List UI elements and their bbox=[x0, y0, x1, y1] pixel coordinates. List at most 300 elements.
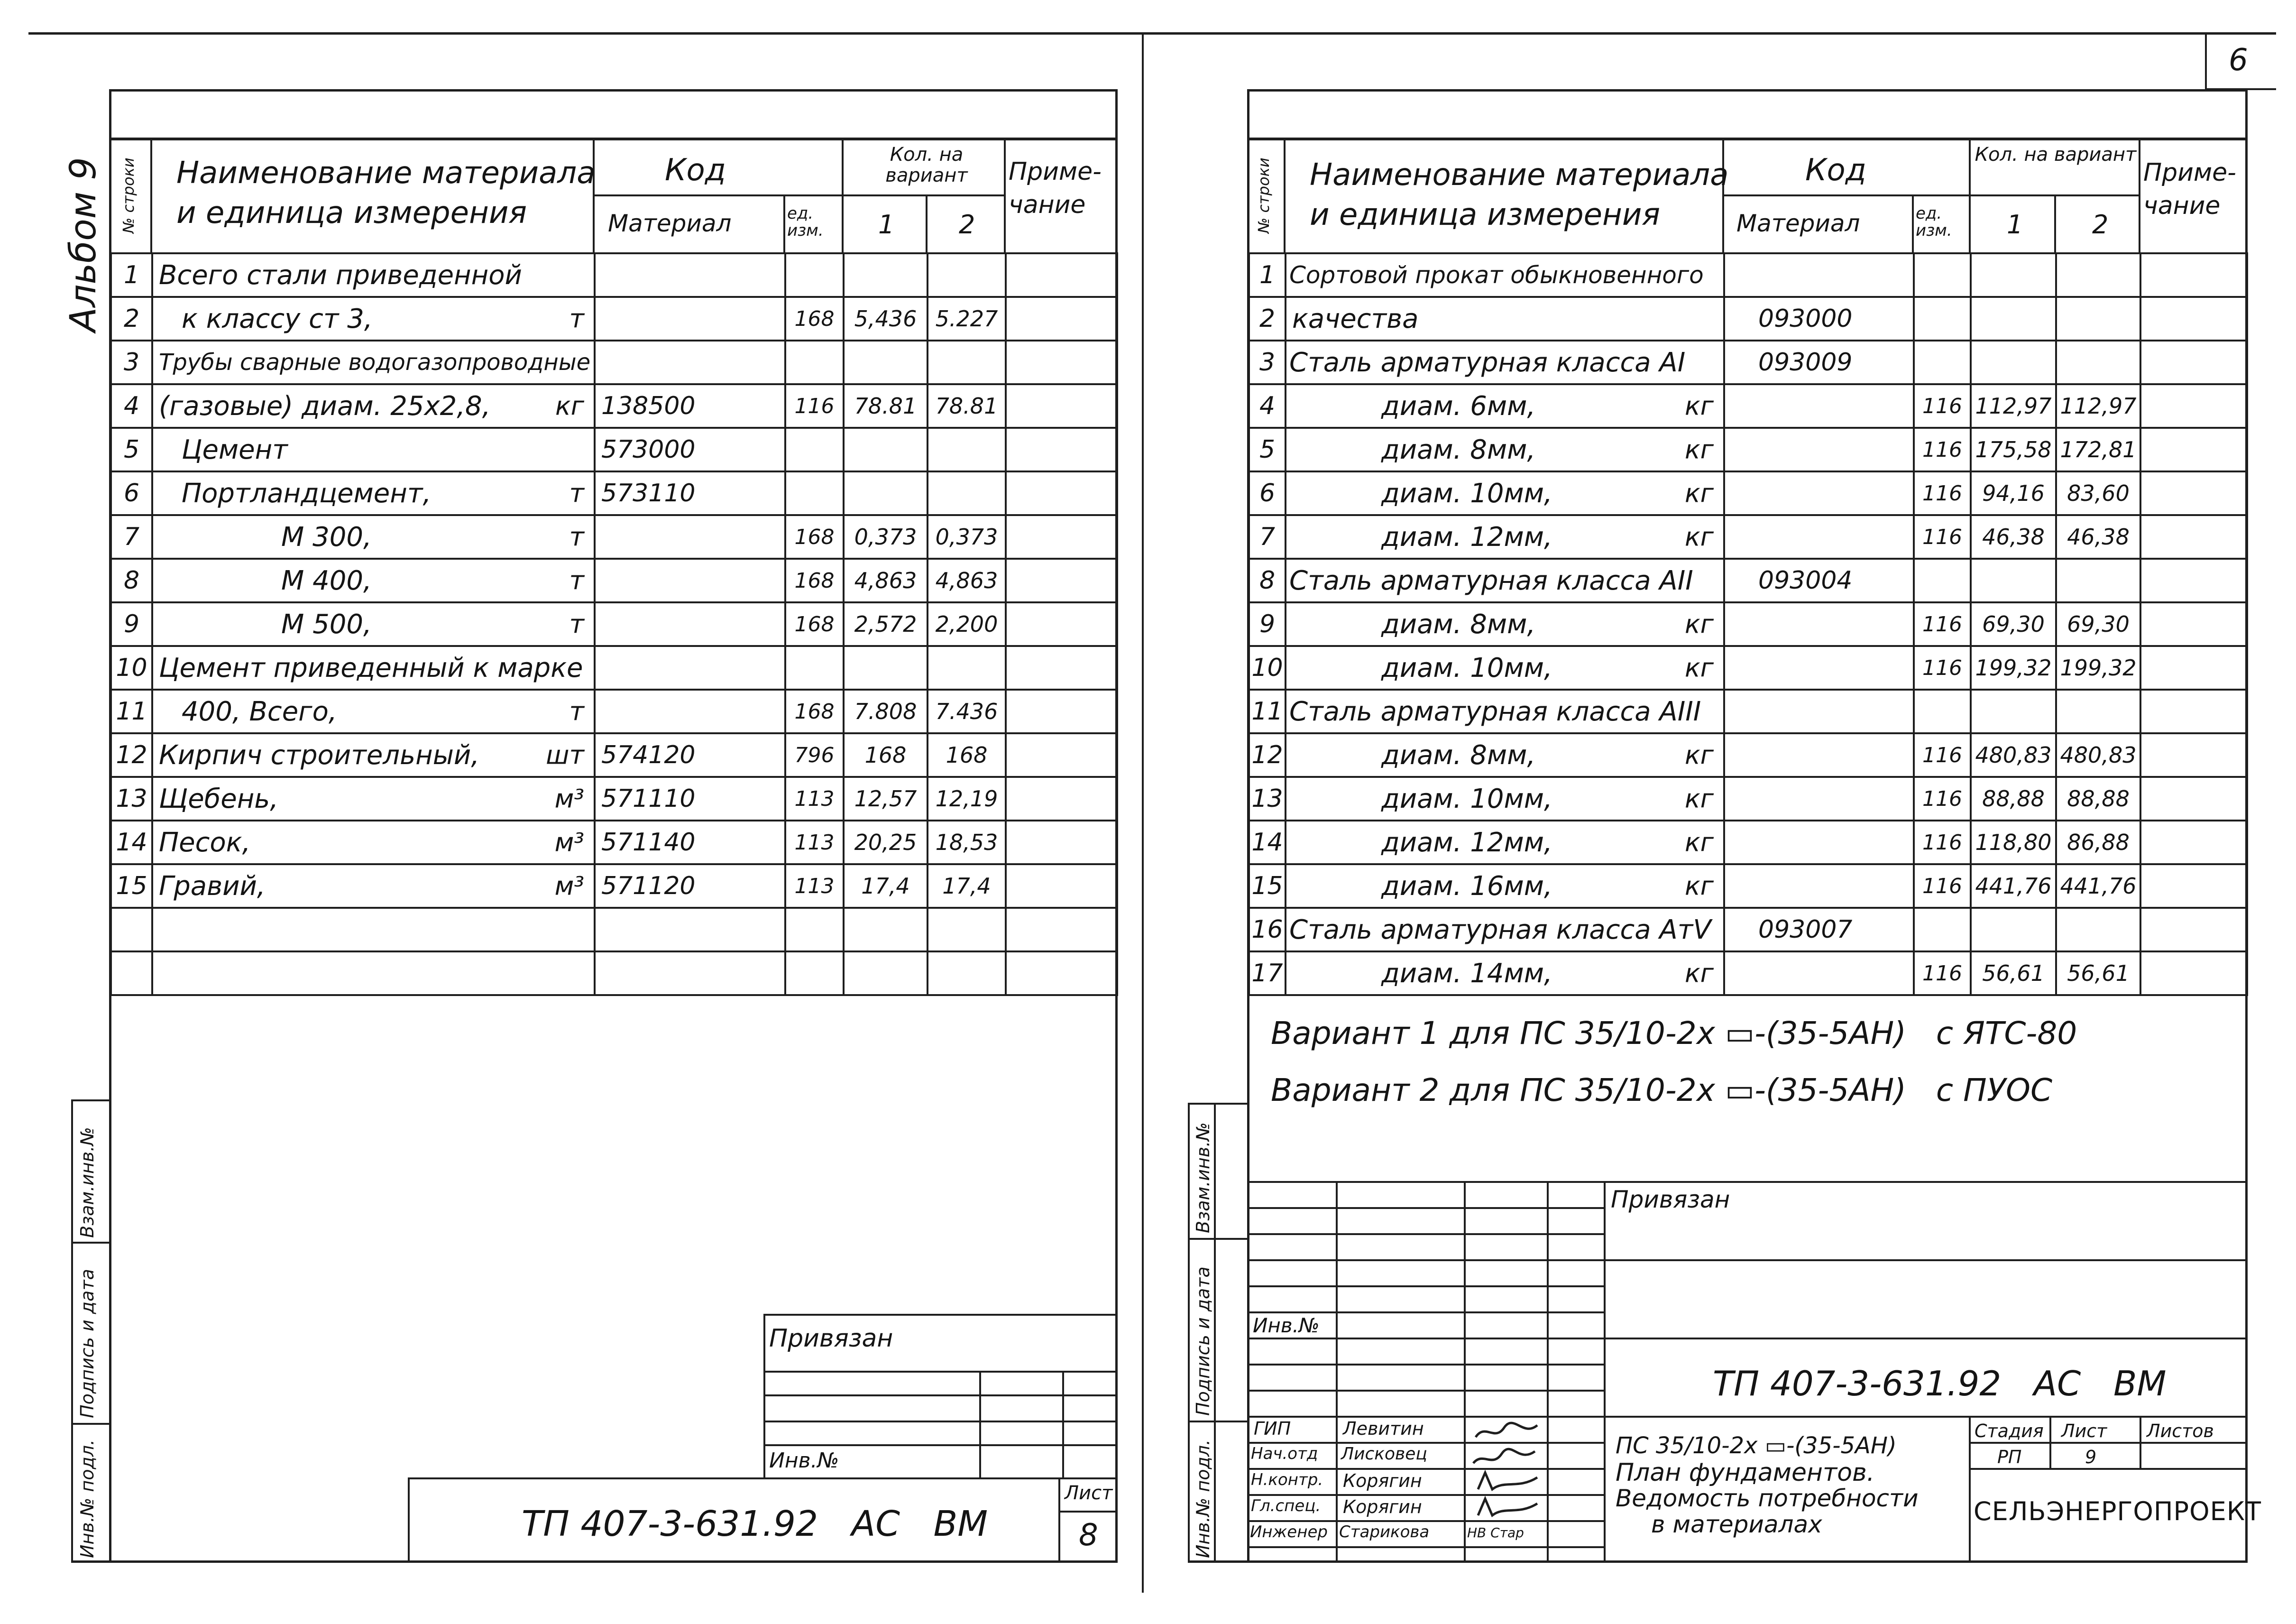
row-var2: 7.436 bbox=[928, 690, 1006, 733]
row-note bbox=[2140, 297, 2247, 341]
role-nach-otd: Нач.отд bbox=[1251, 1444, 1318, 1463]
row-name-text: Цемент bbox=[182, 434, 288, 465]
row-name-text: Сталь арматурная класса АI bbox=[1289, 347, 1686, 378]
row-ed bbox=[1914, 690, 1971, 733]
row-var2: 112,97 bbox=[2056, 384, 2140, 428]
left-header-unit: ед. изм. bbox=[787, 204, 824, 240]
row-code bbox=[595, 690, 785, 733]
table-row bbox=[1249, 908, 2247, 951]
name-starikova: Старикова bbox=[1339, 1522, 1430, 1541]
table-row bbox=[1249, 297, 2247, 341]
table-row bbox=[111, 384, 1117, 428]
table-row bbox=[1249, 690, 2247, 733]
table-row bbox=[111, 602, 1117, 646]
row-name bbox=[152, 559, 595, 602]
row-var2: 86,88 bbox=[2056, 821, 2140, 864]
row-var2: 46,38 bbox=[2056, 515, 2140, 559]
row-number: 12 bbox=[1249, 733, 1286, 777]
row-ed: 116 bbox=[1914, 515, 1971, 559]
row-var2: 18,53 bbox=[928, 821, 1006, 864]
row-var2 bbox=[2056, 341, 2140, 384]
row-number: 4 bbox=[1249, 384, 1286, 428]
top-border-line bbox=[28, 32, 2276, 35]
right-header-material: Материал bbox=[1736, 210, 1860, 237]
row-ed bbox=[785, 471, 844, 515]
signature-2 bbox=[1473, 1449, 1535, 1463]
row-number: 15 bbox=[1249, 864, 1286, 908]
row-ed bbox=[1914, 908, 1971, 951]
table-row bbox=[111, 864, 1117, 908]
row-code bbox=[1724, 777, 1914, 821]
row-code bbox=[595, 515, 785, 559]
row-note bbox=[2140, 777, 2247, 821]
left-header-var2: 2 bbox=[959, 210, 975, 240]
row-name-text: диам. 12мм, bbox=[1381, 521, 1552, 553]
right-side-stamp-frame-left bbox=[1188, 1103, 1190, 1562]
row-var1: 12,57 bbox=[844, 777, 928, 821]
row-number: 16 bbox=[1249, 908, 1286, 951]
row-note bbox=[1006, 515, 1117, 559]
row-var1 bbox=[844, 341, 928, 384]
role-n-kontr: Н.контр. bbox=[1251, 1470, 1323, 1489]
right-header-name-1: Наименование материала bbox=[1310, 157, 1729, 193]
row-var2: 78.81 bbox=[928, 384, 1006, 428]
row-name bbox=[1286, 821, 1724, 864]
left-header-note-2: чание bbox=[1009, 191, 1086, 219]
row-ed bbox=[785, 428, 844, 471]
row-ed bbox=[1914, 559, 1971, 602]
right-podpis-data-label: Подпись и дата bbox=[1193, 1266, 1213, 1416]
name-koryagin-2: Корягин bbox=[1343, 1496, 1422, 1517]
row-var1: 480,83 bbox=[1971, 733, 2056, 777]
role-inzhener: Инженер bbox=[1250, 1522, 1328, 1541]
row-name-text: диам. 8мм, bbox=[1381, 609, 1536, 640]
name-levitin: Левитин bbox=[1343, 1418, 1424, 1439]
row-note bbox=[2140, 646, 2247, 690]
row-number: 6 bbox=[1249, 471, 1286, 515]
row-unit: кг bbox=[1685, 740, 1714, 770]
row-name bbox=[1286, 864, 1724, 908]
row-var2 bbox=[2056, 908, 2140, 951]
row-code bbox=[1724, 951, 1914, 995]
row-name-text: диам. 10мм, bbox=[1381, 478, 1552, 509]
row-ed: 113 bbox=[785, 777, 844, 821]
row-note bbox=[1006, 777, 1117, 821]
row-unit: кг bbox=[1685, 871, 1714, 901]
row-var2 bbox=[2056, 297, 2140, 341]
left-inv-podl-label: Инв.№ подл. bbox=[77, 1439, 98, 1558]
row-note bbox=[1006, 733, 1117, 777]
row-name bbox=[1286, 777, 1724, 821]
row-note bbox=[1006, 559, 1117, 602]
row-var1 bbox=[1971, 908, 2056, 951]
row-code: 093007 bbox=[1724, 908, 1914, 951]
row-var2 bbox=[2056, 690, 2140, 733]
row-number: 12 bbox=[111, 733, 152, 777]
row-code bbox=[1724, 690, 1914, 733]
row-ed: 168 bbox=[785, 559, 844, 602]
row-unit: т bbox=[569, 565, 584, 596]
right-inv-no-label: Инв.№ bbox=[1253, 1314, 1320, 1337]
role-gl-spec: Гл.спец. bbox=[1251, 1496, 1321, 1515]
row-var1 bbox=[844, 253, 928, 297]
row-var2: 83,60 bbox=[2056, 471, 2140, 515]
row-note bbox=[1006, 864, 1117, 908]
left-side-stamp-frame-left bbox=[71, 1099, 73, 1562]
table-row bbox=[111, 515, 1117, 559]
row-unit: кг bbox=[1685, 434, 1714, 465]
row-var1: 4,863 bbox=[844, 559, 928, 602]
row-code bbox=[1724, 428, 1914, 471]
row-ed bbox=[785, 646, 844, 690]
row-number: 5 bbox=[1249, 428, 1286, 471]
row-var2 bbox=[928, 646, 1006, 690]
right-title-line2: План фундаментов. bbox=[1616, 1458, 1875, 1487]
row-name-text: диам. 6мм, bbox=[1381, 390, 1536, 422]
row-code: 093009 bbox=[1724, 341, 1914, 384]
left-vzam-inv-label: Взам.инв.№ bbox=[77, 1127, 98, 1238]
row-unit: кг bbox=[1685, 653, 1714, 683]
row-unit: кг bbox=[1685, 391, 1714, 421]
left-sheet-frame-top bbox=[109, 89, 1117, 92]
row-ed: 116 bbox=[1914, 821, 1971, 864]
right-header-var1: 1 bbox=[2007, 210, 2023, 240]
row-var2: 480,83 bbox=[2056, 733, 2140, 777]
row-name bbox=[1286, 908, 1724, 951]
row-name bbox=[152, 297, 595, 341]
table-row bbox=[111, 733, 1117, 777]
right-sheet-frame-top bbox=[1247, 89, 2247, 92]
left-header-name-1: Наименование материала bbox=[176, 156, 596, 191]
row-code: 138500 bbox=[595, 384, 785, 428]
table-row bbox=[1249, 777, 2247, 821]
row-ed: 116 bbox=[1914, 864, 1971, 908]
row-number: 6 bbox=[111, 471, 152, 515]
role-gip: ГИП bbox=[1254, 1418, 1291, 1439]
row-ed: 116 bbox=[1914, 602, 1971, 646]
row-ed: 113 bbox=[785, 821, 844, 864]
right-title-line1: ПС 35/10-2х ▭-(35-5АН) bbox=[1616, 1432, 1897, 1459]
row-name bbox=[152, 690, 595, 733]
row-note bbox=[2140, 559, 2247, 602]
row-ed: 116 bbox=[1914, 384, 1971, 428]
row-code bbox=[595, 297, 785, 341]
row-name bbox=[1286, 602, 1724, 646]
stage-value: РП bbox=[1997, 1447, 2022, 1467]
row-ed bbox=[785, 253, 844, 297]
left-header-num: № строки bbox=[119, 157, 138, 233]
row-var1: 199,32 bbox=[1971, 646, 2056, 690]
sheet-value: 9 bbox=[2085, 1447, 2097, 1467]
row-ed: 116 bbox=[1914, 471, 1971, 515]
row-name-text: диам. 10мм, bbox=[1381, 783, 1552, 814]
row-name-text: к классу ст 3, bbox=[182, 303, 373, 334]
row-ed: 796 bbox=[785, 733, 844, 777]
row-name-text: Цемент приведенный к марке bbox=[159, 652, 583, 683]
row-note bbox=[2140, 690, 2247, 733]
right-doc-code: ТП 407-3-631.92 АС ВМ bbox=[1713, 1364, 2167, 1403]
row-name-text: Сталь арматурная класса АIII bbox=[1289, 696, 1701, 727]
row-var1 bbox=[1971, 297, 2056, 341]
row-code: 571140 bbox=[595, 821, 785, 864]
left-header-name-2: и единица измерения bbox=[176, 195, 527, 231]
row-number: 3 bbox=[111, 341, 152, 384]
row-name bbox=[152, 384, 595, 428]
row-var2: 0,373 bbox=[928, 515, 1006, 559]
row-note bbox=[2140, 908, 2247, 951]
row-var1: 168 bbox=[844, 733, 928, 777]
row-number: 4 bbox=[111, 384, 152, 428]
table-row bbox=[1249, 646, 2247, 690]
row-note bbox=[2140, 864, 2247, 908]
row-code: 574120 bbox=[595, 733, 785, 777]
table-row bbox=[111, 777, 1117, 821]
row-unit: т bbox=[569, 609, 584, 639]
row-var2: 17,4 bbox=[928, 864, 1006, 908]
row-name-text: диам. 14мм, bbox=[1381, 958, 1552, 989]
row-name-text: (газовые) диам. 25х2,8, bbox=[159, 390, 491, 422]
signature-marks bbox=[1466, 1418, 1547, 1522]
table-row bbox=[111, 253, 1117, 297]
row-number: 2 bbox=[1249, 297, 1286, 341]
table-row bbox=[111, 297, 1117, 341]
page-corner-number: 6 bbox=[2229, 43, 2248, 78]
row-var1: 5,436 bbox=[844, 297, 928, 341]
row-var2: 5.227 bbox=[928, 297, 1006, 341]
row-note bbox=[2140, 515, 2247, 559]
left-privyazan-label: Привязан bbox=[769, 1324, 893, 1353]
sheet-label: Лист bbox=[2061, 1421, 2107, 1441]
table-row bbox=[1249, 515, 2247, 559]
row-var1 bbox=[1971, 341, 2056, 384]
row-unit: кг bbox=[1685, 784, 1714, 814]
row-note bbox=[2140, 384, 2247, 428]
row-var2 bbox=[2056, 253, 2140, 297]
row-number: 7 bbox=[1249, 515, 1286, 559]
row-name bbox=[152, 733, 595, 777]
row-name bbox=[1286, 297, 1724, 341]
table-row bbox=[1249, 733, 2247, 777]
row-note bbox=[2140, 602, 2247, 646]
right-side-stamp-mid bbox=[1214, 1103, 1216, 1562]
row-name bbox=[1286, 515, 1724, 559]
corner-box-left bbox=[2205, 32, 2207, 88]
row-name bbox=[152, 428, 595, 471]
row-var1: 7.808 bbox=[844, 690, 928, 733]
table-row bbox=[111, 341, 1117, 384]
row-note bbox=[2140, 733, 2247, 777]
row-var1: 78.81 bbox=[844, 384, 928, 428]
row-note bbox=[2140, 951, 2247, 995]
engineer-sign-text: НВ Стар bbox=[1467, 1525, 1524, 1541]
row-var2: 172,81 bbox=[2056, 428, 2140, 471]
row-note bbox=[1006, 253, 1117, 297]
row-name-text: Портландцемент, bbox=[182, 478, 432, 509]
row-name bbox=[1286, 690, 1724, 733]
row-name bbox=[1286, 253, 1724, 297]
left-materials-table bbox=[110, 252, 1118, 996]
table-row bbox=[111, 428, 1117, 471]
row-name bbox=[152, 864, 595, 908]
row-note bbox=[1006, 428, 1117, 471]
row-note bbox=[1006, 821, 1117, 864]
row-name bbox=[1286, 471, 1724, 515]
row-name-text: Гравий, bbox=[159, 870, 266, 902]
table-row-empty bbox=[111, 951, 1117, 995]
signature-1 bbox=[1476, 1423, 1537, 1437]
row-name bbox=[152, 777, 595, 821]
row-unit: м³ bbox=[554, 827, 584, 858]
row-name bbox=[1286, 384, 1724, 428]
right-side-stamp-divider2 bbox=[1188, 1421, 1249, 1422]
row-var1 bbox=[844, 646, 928, 690]
row-var2: 199,32 bbox=[2056, 646, 2140, 690]
row-unit: кг bbox=[1685, 609, 1714, 639]
right-header-num: № строки bbox=[1255, 157, 1273, 233]
row-code: 571120 bbox=[595, 864, 785, 908]
row-number: 1 bbox=[111, 253, 152, 297]
left-side-stamp-divider2 bbox=[71, 1423, 111, 1425]
row-code: 573110 bbox=[595, 471, 785, 515]
row-unit: м³ bbox=[554, 784, 584, 814]
row-var1: 46,38 bbox=[1971, 515, 2056, 559]
row-ed bbox=[1914, 253, 1971, 297]
table-row bbox=[1249, 384, 2247, 428]
row-var1: 0,373 bbox=[844, 515, 928, 559]
row-name-text: диам. 12мм, bbox=[1381, 827, 1552, 858]
right-side-stamp-top bbox=[1188, 1103, 1249, 1105]
table-row bbox=[111, 559, 1117, 602]
row-note bbox=[2140, 341, 2247, 384]
variant-note-1: Вариант 1 для ПС 35/10-2х ▭-(35-5АН) с ЯТС-80 bbox=[1271, 1015, 2077, 1052]
table-row bbox=[111, 821, 1117, 864]
row-note bbox=[2140, 428, 2247, 471]
row-name-text: 400, Всего, bbox=[182, 696, 337, 727]
row-ed: 116 bbox=[1914, 646, 1971, 690]
row-number: 15 bbox=[111, 864, 152, 908]
row-number: 2 bbox=[111, 297, 152, 341]
row-var1: 20,25 bbox=[844, 821, 928, 864]
row-var2: 168 bbox=[928, 733, 1006, 777]
row-unit: кг bbox=[1685, 958, 1714, 988]
row-var1 bbox=[1971, 690, 2056, 733]
row-name-text: Песок, bbox=[159, 827, 251, 858]
left-header-material: Материал bbox=[608, 210, 732, 237]
row-ed: 116 bbox=[1914, 428, 1971, 471]
row-code bbox=[595, 646, 785, 690]
left-table-header bbox=[110, 138, 1116, 252]
row-note bbox=[1006, 341, 1117, 384]
right-header-note-2: чание bbox=[2143, 192, 2221, 220]
row-var1: 175,58 bbox=[1971, 428, 2056, 471]
row-name bbox=[152, 821, 595, 864]
row-name-text: диам. 8мм, bbox=[1381, 434, 1536, 465]
row-note bbox=[1006, 471, 1117, 515]
row-name bbox=[1286, 733, 1724, 777]
row-ed: 168 bbox=[785, 690, 844, 733]
row-var2: 4,863 bbox=[928, 559, 1006, 602]
table-row bbox=[1249, 864, 2247, 908]
signature-3 bbox=[1478, 1473, 1537, 1489]
row-unit: кг bbox=[1685, 478, 1714, 508]
row-name bbox=[1286, 341, 1724, 384]
row-var1 bbox=[1971, 253, 2056, 297]
row-var2: 88,88 bbox=[2056, 777, 2140, 821]
row-note bbox=[2140, 471, 2247, 515]
row-ed: 113 bbox=[785, 864, 844, 908]
row-note bbox=[1006, 297, 1117, 341]
album-label: Альбом 9 bbox=[62, 157, 104, 332]
row-var1: 441,76 bbox=[1971, 864, 2056, 908]
left-header-code: Код bbox=[665, 153, 726, 188]
right-materials-table bbox=[1248, 252, 2248, 996]
row-var2: 69,30 bbox=[2056, 602, 2140, 646]
row-var1: 2,572 bbox=[844, 602, 928, 646]
left-header-qty: Кол. на вариант bbox=[885, 144, 968, 186]
row-number: 10 bbox=[1249, 646, 1286, 690]
row-code bbox=[1724, 646, 1914, 690]
organization-name: СЕЛЬЭНЕРГОПРОЕКТ bbox=[1974, 1496, 2262, 1526]
row-var1: 56,61 bbox=[1971, 951, 2056, 995]
row-var2 bbox=[2056, 559, 2140, 602]
row-name-text: диам. 8мм, bbox=[1381, 739, 1536, 771]
row-ed: 168 bbox=[785, 515, 844, 559]
row-ed: 116 bbox=[1914, 951, 1971, 995]
row-number: 8 bbox=[1249, 559, 1286, 602]
row-unit: т bbox=[569, 522, 584, 552]
row-code bbox=[1724, 384, 1914, 428]
left-side-stamp-top bbox=[71, 1099, 111, 1101]
row-code bbox=[1724, 864, 1914, 908]
row-unit: т bbox=[569, 696, 584, 727]
row-name-text: М 400, bbox=[281, 565, 372, 596]
row-number: 5 bbox=[111, 428, 152, 471]
right-header-unit: ед. изм. bbox=[1916, 204, 1952, 240]
right-header-name-2: и единица измерения bbox=[1310, 197, 1660, 232]
right-side-stamp-divider1 bbox=[1188, 1238, 1249, 1240]
row-name-text: Сталь арматурная класса АII bbox=[1289, 565, 1693, 596]
left-sheet-label: Лист bbox=[1065, 1482, 1113, 1504]
row-var1: 94,16 bbox=[1971, 471, 2056, 515]
row-var2 bbox=[928, 428, 1006, 471]
row-code: 573000 bbox=[595, 428, 785, 471]
row-number: 17 bbox=[1249, 951, 1286, 995]
table-row bbox=[1249, 559, 2247, 602]
row-unit: кг bbox=[555, 391, 584, 421]
row-ed: 116 bbox=[785, 384, 844, 428]
name-koryagin-1: Корягин bbox=[1343, 1470, 1422, 1491]
right-title-line3: Ведомость потребности bbox=[1616, 1485, 1919, 1512]
row-ed bbox=[785, 341, 844, 384]
right-vzam-inv-label: Взам.инв.№ bbox=[1193, 1122, 1213, 1233]
row-ed: 116 bbox=[1914, 777, 1971, 821]
table-row bbox=[1249, 471, 2247, 515]
left-sheet-number: 8 bbox=[1079, 1518, 1098, 1553]
row-unit: т bbox=[569, 304, 584, 334]
row-var2 bbox=[928, 341, 1006, 384]
row-name bbox=[152, 253, 595, 297]
row-name bbox=[1286, 428, 1724, 471]
row-var1: 112,97 bbox=[1971, 384, 2056, 428]
center-fold-line bbox=[1142, 32, 1144, 1593]
row-name bbox=[1286, 951, 1724, 995]
left-side-stamp-divider1 bbox=[71, 1242, 111, 1244]
row-code bbox=[595, 602, 785, 646]
row-code: 093000 bbox=[1724, 297, 1914, 341]
row-name-text: Кирпич строительный, bbox=[159, 739, 480, 771]
row-name bbox=[152, 341, 595, 384]
row-code bbox=[1724, 471, 1914, 515]
